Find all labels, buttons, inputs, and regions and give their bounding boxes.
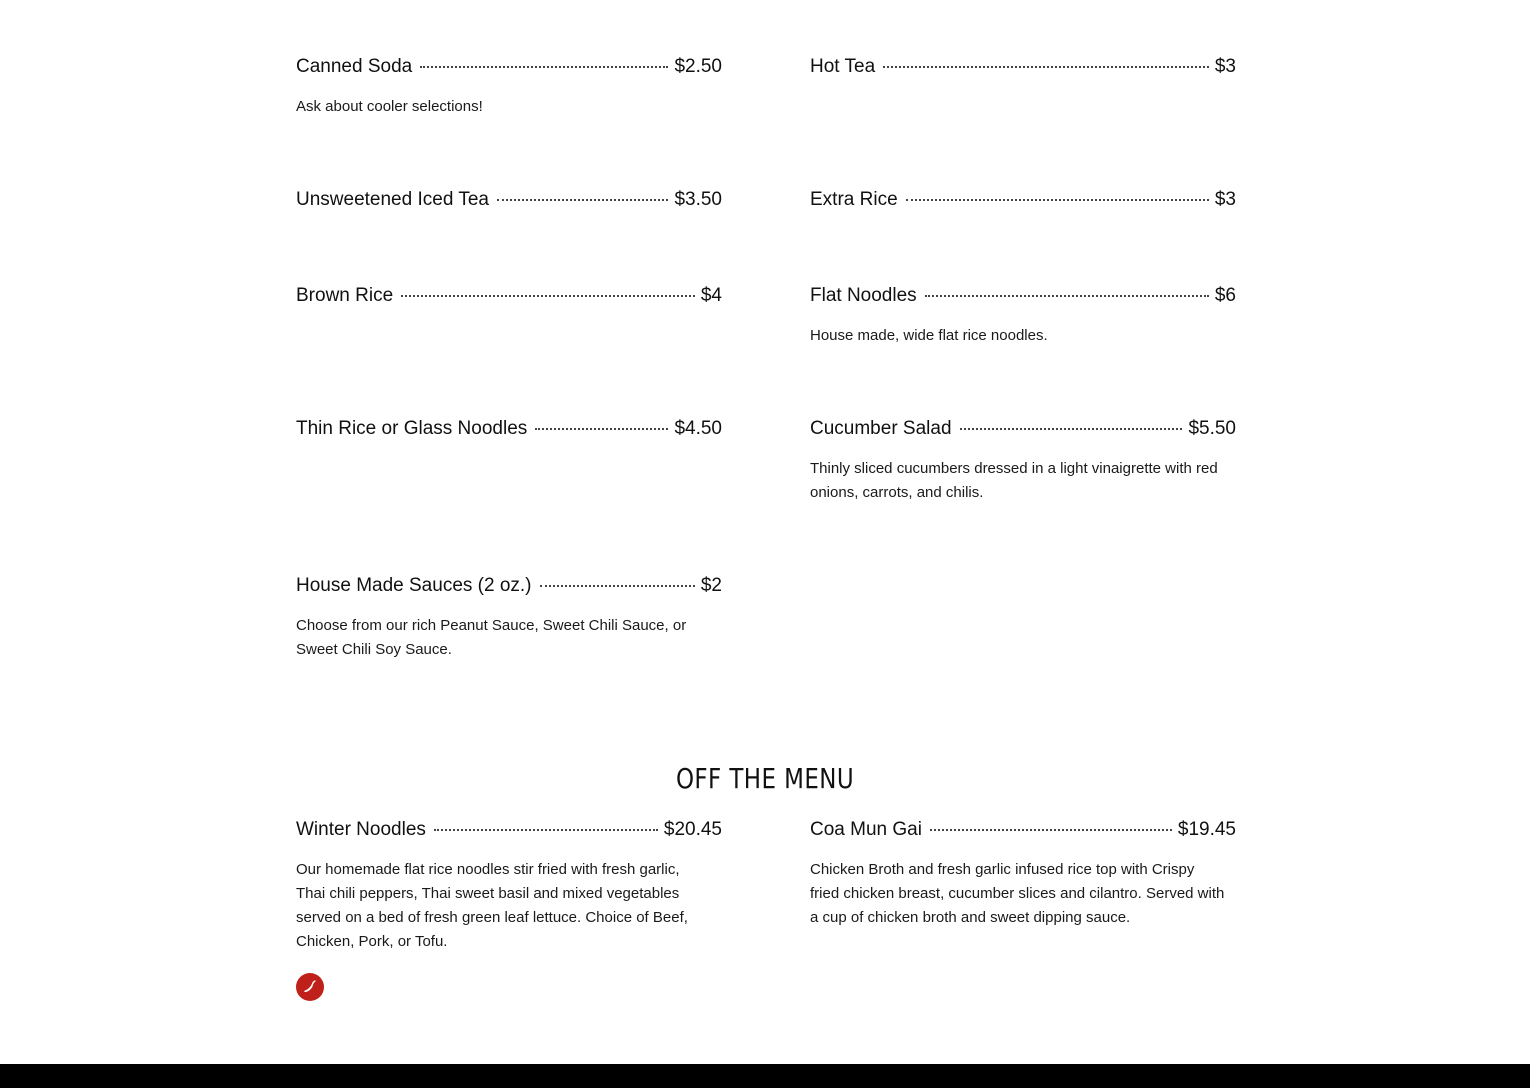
- item-price: $2: [700, 575, 722, 596]
- item-header: [296, 56, 722, 80]
- item-description: Ask about cooler selections!: [296, 98, 483, 115]
- item-header: [296, 285, 722, 309]
- item-description: House made, wide flat rice noodles.: [810, 327, 1048, 344]
- chili-pepper-glyph: [302, 979, 318, 995]
- section-title-off-the-menu: OFF THE MENU: [675, 762, 855, 795]
- item-header: [810, 285, 1236, 309]
- item-name: Cucumber Salad: [810, 418, 952, 439]
- item-header: [296, 418, 722, 442]
- item-price: $3: [1214, 56, 1236, 77]
- item-description: Thinly sliced cucumbers dressed in a light vinaigrette with red onions, carrots, and chilis.: [810, 460, 1218, 501]
- item-name: Brown Rice: [296, 285, 394, 306]
- menu-item-unsweetened-iced-tea: [296, 189, 722, 213]
- item-description: Chicken Broth and fresh garlic infused rice top with Crispy fried chicken breast, cucumber slices and cilantro. Served with a cup of chicken broth and sweet dipping sauce.: [810, 861, 1225, 926]
- item-name: Canned Soda: [296, 56, 413, 77]
- chili-pepper-icon: [296, 973, 324, 1001]
- item-price: $4.50: [674, 418, 722, 439]
- dot-leader: [540, 585, 695, 587]
- dot-leader: [434, 829, 658, 831]
- item-price: $4: [700, 285, 722, 306]
- item-name: Winter Noodles: [296, 819, 426, 840]
- item-description: Choose from our rich Peanut Sauce, Sweet Chili Sauce, or Sweet Chili Soy Sauce.: [296, 617, 687, 658]
- item-description: Our homemade flat rice noodles stir fried with fresh garlic, Thai chili peppers, Thai sweet basil and mixed vegetables served on a bed of fresh green leaf lettuce. Choice of Beef, Chicken, Pork, or Tofu.: [296, 861, 688, 950]
- item-header: [810, 819, 1236, 843]
- menu-item-flat-noodles: [810, 285, 1236, 348]
- item-name: Flat Noodles: [810, 285, 917, 306]
- item-header: [810, 189, 1236, 213]
- menu-item-thin-rice-noodles: [296, 418, 722, 442]
- item-header: [296, 575, 722, 599]
- dot-leader: [883, 66, 1209, 68]
- item-name: Coa Mun Gai: [810, 819, 922, 840]
- footer-bar: [0, 1064, 1530, 1088]
- item-price: $20.45: [663, 819, 722, 840]
- menu-item-winter-noodles: [296, 819, 722, 954]
- item-name: House Made Sauces (2 oz.): [296, 575, 532, 596]
- menu-item-brown-rice: [296, 285, 722, 309]
- menu-item-coa-mun-gai: [810, 819, 1236, 930]
- dot-leader: [401, 295, 695, 297]
- item-name: Hot Tea: [810, 56, 876, 77]
- item-header: [296, 189, 722, 213]
- item-name: Unsweetened Iced Tea: [296, 189, 489, 210]
- item-price: $3.50: [674, 189, 722, 210]
- dot-leader: [497, 199, 669, 201]
- item-price: $5.50: [1188, 418, 1236, 439]
- dot-leader: [925, 295, 1209, 297]
- dot-leader: [420, 66, 668, 68]
- item-header: [810, 418, 1236, 442]
- item-name: Thin Rice or Glass Noodles: [296, 418, 528, 439]
- dot-leader: [960, 428, 1183, 430]
- menu-item-cucumber-salad: [810, 418, 1236, 505]
- dot-leader: [906, 199, 1209, 201]
- item-header: [296, 819, 722, 843]
- menu-item-house-made-sauces: [296, 575, 722, 662]
- item-name: Extra Rice: [810, 189, 898, 210]
- menu-item-canned-soda: [296, 56, 722, 119]
- menu-item-hot-tea: [810, 56, 1236, 80]
- menu-item-extra-rice: [810, 189, 1236, 213]
- dot-leader: [930, 829, 1172, 831]
- item-price: $6: [1214, 285, 1236, 306]
- dot-leader: [535, 428, 668, 430]
- item-price: $19.45: [1177, 819, 1236, 840]
- item-price: $3: [1214, 189, 1236, 210]
- item-price: $2.50: [674, 56, 722, 77]
- item-header: [810, 56, 1236, 80]
